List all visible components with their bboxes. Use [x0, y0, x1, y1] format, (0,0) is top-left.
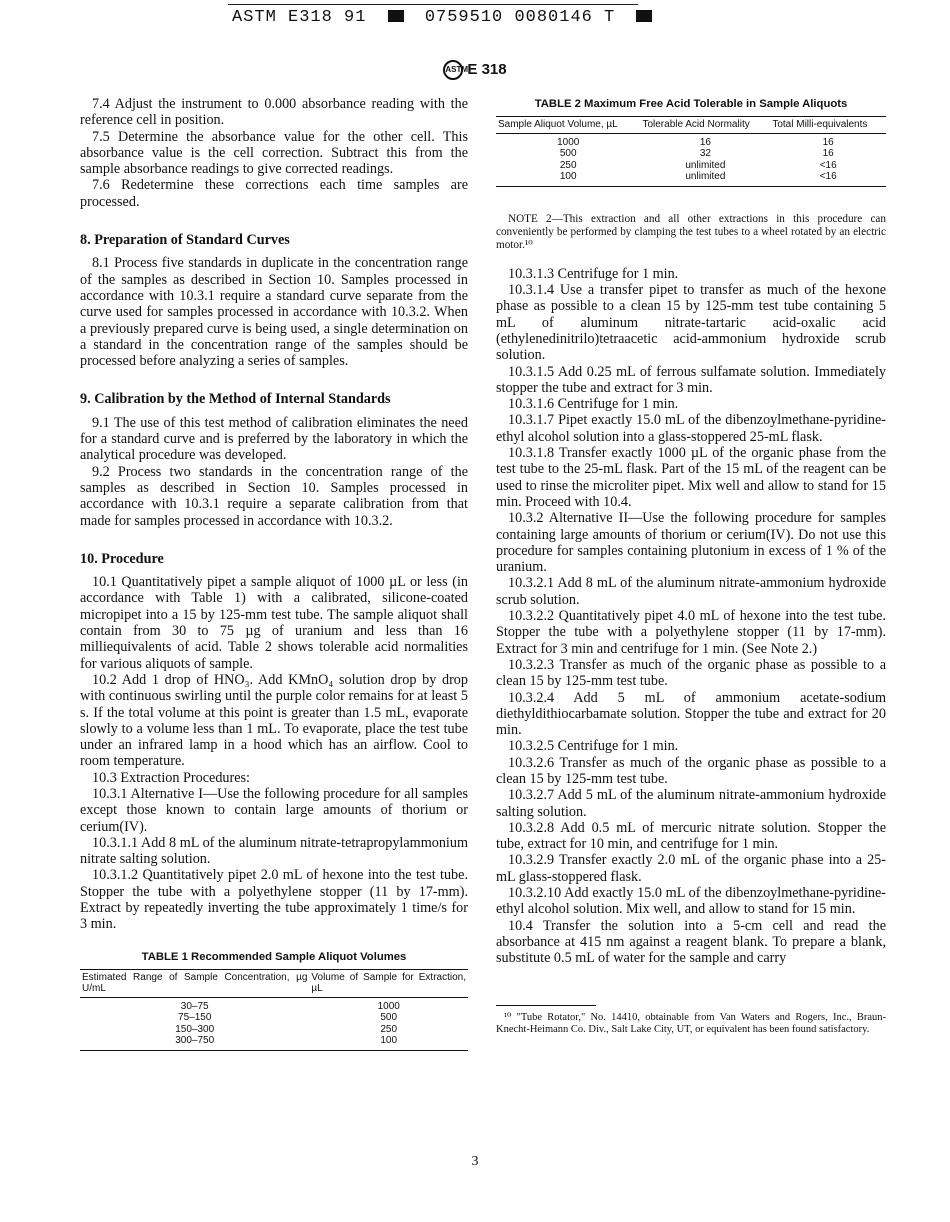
para-10-3-1-7: 10.3.1.7 Pipet exactly 15.0 mL of the dibenzoylmethane-pyridine-ethyl alcohol solution into a glass-stoppered 25-mL flask.	[496, 412, 886, 445]
designation-text: E 318	[467, 60, 507, 78]
para-10-3-1-1: 10.3.1.1 Add 8 mL of the aluminum nitrate-tetrapropylammonium nitrate salting solution.	[80, 834, 468, 868]
header-rule	[228, 4, 638, 5]
table-cell: 500	[559, 148, 577, 160]
standard-designation	[0, 60, 950, 80]
table-cell: 100	[496, 171, 640, 186]
table-cell: <16	[819, 159, 837, 171]
table-2-col2-header: Tolerable Acid Normality	[640, 117, 770, 134]
table-row	[496, 171, 886, 186]
table-cell: 250	[559, 159, 577, 171]
print-code-1: ASTM E318 91	[232, 8, 367, 27]
table-cell: 32	[699, 148, 711, 160]
table-cell: 300–750	[80, 1035, 309, 1050]
table-cell: unlimited	[640, 171, 770, 186]
table-cell: 250	[380, 1023, 398, 1035]
right-column	[496, 96, 886, 1037]
page-number: 3	[471, 1154, 479, 1169]
table-cell: <16	[770, 171, 886, 186]
table-cell: 1000	[377, 1000, 400, 1012]
table-cell: unlimited	[685, 159, 726, 171]
table-row	[496, 160, 886, 172]
table-2-col3-header: Total Milli-equivalents	[770, 117, 886, 134]
note-2: NOTE 2—This extraction and all other extractions in this procedure can conveniently be performed by clamping the test tubes to a wheel rotated by an electric motor.¹⁰	[496, 212, 886, 251]
table-row	[496, 133, 886, 148]
para-10-3-1-8: 10.3.1.8 Transfer exactly 1000 µL of the organic phase from the test tube to the 25-mL flask. Part of the 15 mL of the reagent can be used to rinse the microliter pipet. Mix well and allow to stand for 15 min. Proceed with 10.4.	[496, 445, 886, 510]
table-2-title: TABLE 2 Maximum Free Acid Tolerable in Sample Aliquots	[534, 98, 848, 110]
table-cell: 75–150	[178, 1012, 212, 1024]
para-9-1: 9.1 The use of this test method of calibration eliminates the need for a standard curve and is preferred by the laboratory in which the analytical procedure was developed.	[80, 414, 468, 464]
table-cell: 500	[380, 1012, 398, 1024]
table-cell: 150–300	[175, 1023, 215, 1035]
para-10-3-1-5: 10.3.1.5 Add 0.25 mL of ferrous sulfamate solution. Immediately stopper the tube and extract for 3 min.	[496, 363, 886, 396]
table-cell: 16	[699, 136, 711, 148]
table-1-title: TABLE 1 Recommended Sample Aliquot Volumes	[141, 950, 407, 963]
table-row	[496, 148, 886, 160]
astm-logo-icon: ASTM	[443, 60, 463, 80]
para-10-3-2-2: 10.3.2.2 Quantitatively pipet 4.0 mL of hexone into the test tube. Stopper the tube with a polyethylene stopper (11 by 17-mm). Extract for 3 min and centrifuge for 1 min. (See Note 2.)	[496, 608, 886, 657]
table-cell: 30–75	[180, 1000, 209, 1012]
table-cell: 1000	[557, 136, 580, 148]
section-9-heading: 9. Calibration by the Method of Internal Standards	[80, 391, 391, 408]
left-column	[80, 96, 468, 1051]
section-8-heading: 8. Preparation of Standard Curves	[80, 232, 290, 249]
para-10-3-2-9: 10.3.2.9 Transfer exactly 2.0 mL of the organic phase into a 25-mL glass-stoppered flask.	[496, 852, 886, 885]
para-10-3-2-1: 10.3.2.1 Add 8 mL of the aluminum nitrate-ammonium hydroxide scrub solution.	[496, 575, 886, 608]
black-mark	[636, 10, 652, 22]
para-10-3-2-7: 10.3.2.7 Add 5 mL of the aluminum nitrate-ammonium hydroxide salting solution.	[496, 787, 886, 820]
para-10-1: 10.1 Quantitatively pipet a sample aliquot of 1000 µL or less (in accordance with Table 1) with a calibrated, silicone-coated micropipet into a 15 by 125-mm test tube. The sample aliquot shall contain from 30 to 75 µg of uranium and less than 16 milliequivalents of acid. Table 2 shows tolerable acid normalities for various aliquots of sample.	[80, 574, 468, 672]
para-10-3-2-10: 10.3.2.10 Add exactly 15.0 mL of the dibenzoylmethane-pyridine-ethyl alcohol solution. Mix well, and allow to stand for 15 min.	[496, 885, 886, 918]
footnote-rule	[496, 1005, 596, 1006]
black-mark	[388, 10, 404, 22]
table-cell: 16	[822, 136, 834, 148]
table-cell: 100	[309, 1035, 468, 1050]
table-1	[80, 949, 468, 1051]
para-8-1: 8.1 Process five standards in duplicate in the concentration range of the samples as described in Section 10. Samples processed in accordance with 10.3.1 require a standard curve separate from the curve used for samples processed in accordance with 10.3.2. When a previously prepared curve is being used, a single determination on a standard in the concentration range of the samples should be processed before analyzing a series of samples.	[80, 255, 468, 370]
para-10-3-1: 10.3.1 Alternative I—Use the following procedure for all samples except those known to contain large amounts of thorium or cerium(IV).	[80, 785, 468, 835]
para-10-3-2-6: 10.3.2.6 Transfer as much of the organic phase as possible to a clean 15 by 125-mm test tube.	[496, 754, 886, 787]
print-code-2: 0759510 0080146 T	[424, 8, 616, 27]
table-2-col1-header: Sample Aliquot Volume, µL	[496, 117, 640, 134]
table-1-col1-header: Estimated Range of Sample Concentration, µg U/mL	[80, 969, 309, 997]
para-10-3-2-8: 10.3.2.8 Add 0.5 mL of mercuric nitrate solution. Stopper the tube, extract for 10 min, and centrifuge for 1 min.	[496, 819, 886, 853]
para-10-3: 10.3 Extraction Procedures:	[92, 769, 250, 786]
para-7-6: 7.6 Redetermine these corrections each time samples are processed.	[80, 177, 468, 210]
para-10-3-2: 10.3.2 Alternative II—Use the following procedure for samples containing large amounts of thorium or cerium(IV). Do not use this procedure for samples containing plutonium in excess of 1 % of the uranium.	[496, 510, 886, 576]
table-2-grid	[496, 116, 886, 187]
table-1-grid	[80, 969, 468, 1051]
para-10-3-2-5: 10.3.2.5 Centrifuge for 1 min.	[508, 738, 679, 755]
table-row	[80, 1012, 468, 1024]
para-10-3-2-4: 10.3.2.4 Add 5 mL of ammonium acetate-sodium diethyldithiocarbamate solution. Stopper the tube and extract for 20 min.	[496, 689, 886, 739]
para-10-3-1-6: 10.3.1.6 Centrifuge for 1 min.	[508, 396, 679, 413]
para-10-2: 10.2 Add 1 drop of HNO₃. Add KMnO₄ solution drop by drop with continuous swirling until the purple color remains for at least 5 s. If the total volume at this point is greater than 1.5 mL, evaporate slowly to a volume less than 1 mL. To evaporate, place the test tube under an infrared lamp in a hood which has an airflow. Cool to room temperature.	[80, 671, 468, 770]
para-7-4: 7.4 Adjust the instrument to 0.000 absorbance reading with the reference cell in position.	[80, 96, 468, 129]
section-10-heading: 10. Procedure	[80, 550, 164, 567]
para-9-2: 9.2 Process two standards in the concentration range of the samples as described in Section 10. Samples processed in accordance with 10.3.1 require a separate calibration from that made for samples processed in accordance with 10.3.2.	[80, 463, 468, 529]
para-10-3-1-3: 10.3.1.3 Centrifuge for 1 min.	[508, 265, 679, 282]
para-7-5: 7.5 Determine the absorbance value for the other cell. This absorbance value is the cell correction. Subtract this from the sample absorbance readings to give corrected readings.	[80, 128, 468, 178]
para-10-3-1-2: 10.3.1.2 Quantitatively pipet 2.0 mL of hexone into the test tube. Stopper the tube with a polyethylene stopper (11 by 17-mm). Extract by repeatedly inverting the tube approximately 1 time/s for 3 min.	[80, 867, 468, 933]
para-10-3-2-3: 10.3.2.3 Transfer as much of the organic phase as possible to a clean 15 by 125-mm test tube.	[496, 656, 886, 690]
table-1-col2-header: Volume of Sample for Extraction, µL	[309, 969, 468, 997]
para-10-4: 10.4 Transfer the solution into a 5-cm cell and read the absorbance at 415 nm against a reagent blank. To prepare a blank, substitute 0.5 mL of water for the sample and carry	[496, 917, 886, 967]
footnote-10: ¹⁰ "Tube Rotator," No. 14410, obtainable from Van Waters and Rogers, Inc., Braun-Knecht-Heimann Co. Div., Salt Lake City, UT, or equivalent has been found satisfactory.	[496, 1011, 886, 1036]
print-header-line	[232, 8, 652, 27]
table-cell: 16	[822, 148, 834, 160]
table-row	[80, 1024, 468, 1036]
table-row	[80, 997, 468, 1012]
table-2	[496, 96, 886, 187]
para-10-3-1-4: 10.3.1.4 Use a transfer pipet to transfer as much of the hexone phase as possible to a clean 15 by 125-mm test tube containing 5 mL of aluminum nitrate-tartaric acid-oxalic acid (ethylenedinitrilo)tetraacetic acid-ammonium hydroxide scrub solution.	[496, 282, 886, 364]
table-row	[80, 1035, 468, 1050]
